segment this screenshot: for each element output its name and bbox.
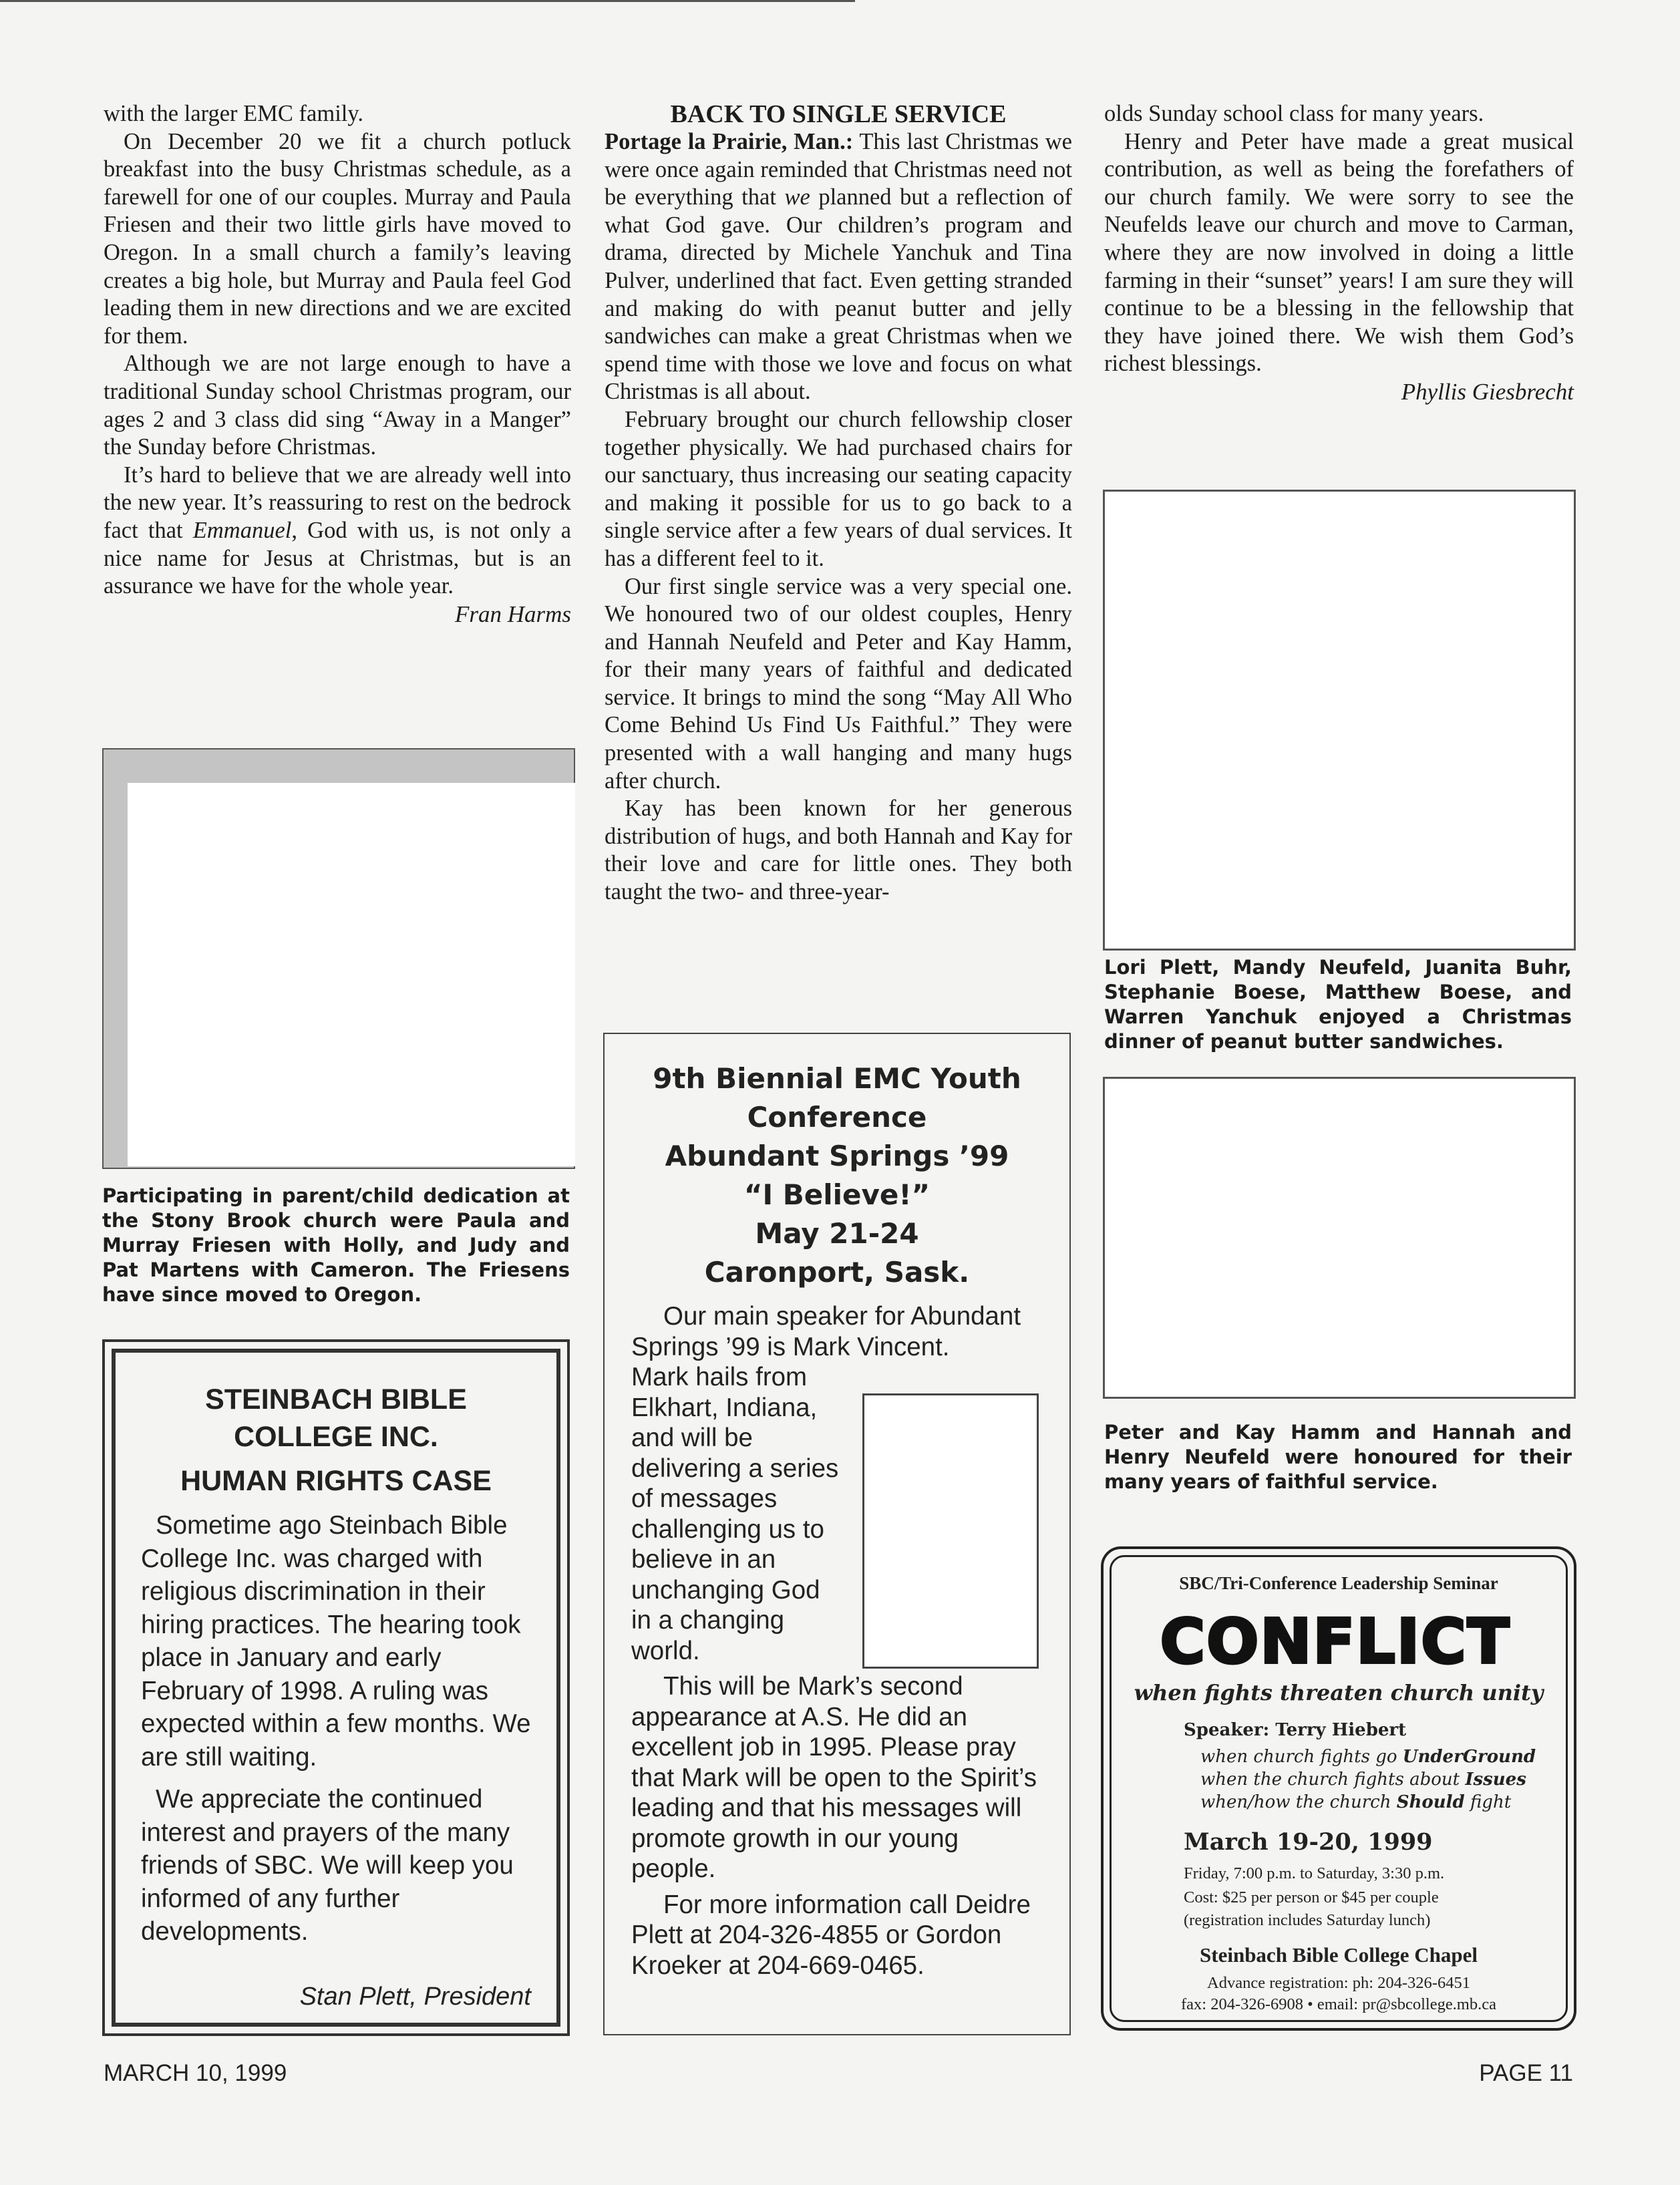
heading-line: Abundant Springs ’99 — [665, 1140, 1009, 1172]
emphasis: Issues — [1465, 1770, 1526, 1790]
notice-paragraph: We appreciate the continued interest and prayers of the many friends of SBC. We will keep you informed of any further developments. — [141, 1785, 514, 1946]
heading-line: May 21-24 — [755, 1217, 919, 1250]
text-run: It’s hard to believe that we are already well into the new year. It’s reassuring to rest on the bedrock fact that — [104, 462, 571, 543]
paragraph — [104, 462, 571, 601]
top-rule — [0, 0, 855, 2]
seminar-speaker: Speaker: Terry Hiebert — [1184, 1720, 1407, 1740]
heading-line: Conference — [747, 1101, 927, 1134]
paragraph: This will be Mark’s second appearance at A.S. He did an excellent job in 1995. Please pray that Mark will be open to the Spirit’s leading and that his messages will promote growth in our young people. — [631, 1672, 1037, 1883]
column-middle — [605, 100, 1072, 906]
author-signoff: Phyllis Giesbrecht — [1401, 378, 1574, 405]
paragraph — [605, 128, 1072, 406]
seminar-topic — [1200, 1747, 1536, 1767]
notice-title: COLLEGE INC. — [234, 1421, 438, 1453]
notice-title: STEINBACH BIBLE — [205, 1383, 467, 1415]
article-headline: BACK TO SINGLE SERVICE — [670, 100, 1007, 128]
seminar-contact: fax: 204-326-6908 • email: pr@sbcollege.mb.ca — [1180, 1995, 1496, 2013]
emphasis: we — [784, 184, 810, 210]
paragraph: On December 20 we fit a church potluck breakfast into the busy Christmas schedule, as a farewell for one of our couples. Murray and Paula Friesen and their two little girls have moved to Oregon. In a small church a family’s leaving creates a big hole, but Murray and Paula feel God leading them in new directions and we are excited for them. — [104, 128, 571, 349]
seminar-cost: Cost: $25 per person or $45 per couple — [1184, 1888, 1439, 1906]
seminar-title: SBC/Tri-Conference Leadership Seminar — [1179, 1573, 1498, 1593]
text-run: when church fights go — [1200, 1747, 1403, 1767]
wrap-line: and will be — [631, 1423, 753, 1452]
heading-line: Caronport, Sask. — [704, 1256, 970, 1289]
emphasis: Emmanuel — [192, 517, 292, 543]
emphasis: UnderGround — [1402, 1747, 1536, 1767]
seminar-time: Friday, 7:00 p.m. to Saturday, 3:30 p.m. — [1184, 1864, 1445, 1882]
photo-honoured-couples — [1103, 1077, 1576, 1399]
notice-paragraph: Sometime ago Steinbach Bible College Inc. was charged with religious discrimination in their hiring practices. The hearing took place in January and early February of 1998. A ruling was expected within a few months. We are still waiting. — [141, 1511, 531, 1772]
text-run: , God with us, is not only a nice name for Jesus at Christmas, but is an assurance we have for the whole year. — [104, 517, 572, 599]
dateline: Portage la Prairie, Man.: — [605, 129, 854, 154]
column-left — [104, 100, 571, 629]
sbc-notice-box — [102, 1339, 570, 2036]
paragraph: Our first single service was a very special one. We honoured two of our oldest couples, Henry and Hannah Neufeld and Peter and Kay Hamm, for their many years of faithful and dedicated service. It brings to mind the song “May All Who Come Behind Us Find Us Faithful.” They were presented with a wall hanging and many hugs after church. — [605, 573, 1072, 794]
conflict-logo — [1144, 1608, 1528, 1679]
heading-line: 9th Biennial EMC Youth — [653, 1062, 1021, 1095]
paragraph: with the larger EMC family. — [104, 101, 364, 126]
footer-page-number: PAGE 11 — [1479, 2060, 1573, 2086]
photo-caption: Peter and Kay Hamm and Hannah and Henry Neufeld were honoured for their many years of faithful service. — [1104, 1421, 1572, 1493]
photo-placeholder — [128, 783, 575, 1166]
text-run: fight — [1464, 1792, 1512, 1812]
seminar-topic — [1200, 1792, 1511, 1812]
paragraph: Henry and Peter have made a great musical contribution, as well as being the forefathers of our church family. We were sorry to see the Neufelds leave our church and move to Carman, where they are now involved in doing a little farming in their “sunset” years! I am sure they will continue to be a blessing in the fellowship that they have joined there. We wish them God’s richest blessings. — [1104, 128, 1574, 377]
photo-caption: Lori Plett, Mandy Neufeld, Juanita Buhr, Stephanie Boese, Matthew Boese, and Warren Yanchuk enjoyed a Christmas dinner of peanut butter sandwiches. — [1104, 956, 1572, 1053]
photo-dedication — [102, 748, 575, 1169]
photo-caption: Participating in parent/child dedication at the Stony Brook church were Paula and Murray Friesen with Holly, and Judy and Pat Martens with Cameron. The Friesens have since moved to Oregon. — [102, 1184, 570, 1306]
wrap-line: believe in an — [631, 1545, 776, 1574]
conference-heading — [605, 1034, 1069, 1292]
photo-christmas-dinner — [1103, 490, 1576, 951]
wrap-line: world. — [631, 1636, 700, 1665]
paragraph: February brought our church fellowship closer together physically. We had purchased chairs for our sanctuary, thus increasing our seating capacity and making it possible for us to go back to a single service after a few years of dual services. It has a different feel to it. — [605, 406, 1072, 571]
youth-conference-box — [603, 1033, 1071, 2035]
emphasis: Should — [1396, 1792, 1465, 1812]
paragraph: Kay has been known for her generous distribution of hugs, and both Hannah and Kay for their love and care for little ones. They both taught the two- and three-year- — [605, 796, 1072, 905]
conflict-logo-text: CONFLICT — [1160, 1608, 1511, 1677]
seminar-cost-note: (registration includes Saturday lunch) — [1184, 1911, 1431, 1929]
seminar-tagline: when fights threaten church unity — [1134, 1680, 1544, 1705]
footer-date: MARCH 10, 1999 — [104, 2060, 287, 2086]
notice-subtitle: HUMAN RIGHTS CASE — [180, 1465, 492, 1497]
seminar-contact: Advance registration: ph: 204-326-6451 — [1207, 1974, 1470, 1992]
heading-line: “I Believe!” — [743, 1178, 931, 1211]
author-signoff: Fran Harms — [454, 601, 571, 627]
wrap-line: Mark hails from — [631, 1363, 808, 1391]
seminar-date: March 19-20, 1999 — [1184, 1828, 1433, 1856]
seminar-box — [1101, 1546, 1576, 2031]
paragraph: olds Sunday school class for many years. — [1104, 101, 1484, 126]
sbc-notice-inner — [112, 1349, 560, 2027]
wrap-line: of messages — [631, 1484, 778, 1513]
text-run: when/how the church — [1200, 1792, 1397, 1812]
wrap-line: Elkhart, Indiana, — [631, 1393, 818, 1422]
wrap-line: in a changing — [631, 1606, 785, 1635]
notice-signoff: Stan Plett, President — [299, 1982, 531, 2011]
paragraph: Our main speaker for Abundant Springs ’99 is Mark Vincent. — [631, 1302, 1021, 1361]
seminar-topic — [1200, 1770, 1526, 1790]
speaker-photo — [862, 1393, 1039, 1669]
text-run: planned but a reflection of what God gave. Our children’s program and drama, directed by Michele Yanchuk and Tina Pulver, underlined that fact. Even getting stranded and making do with peanut butter and jelly sandwiches can make a great Christmas when we spend time with those we love and focus on what Christmas is all about. — [605, 184, 1072, 405]
wrap-line: challenging us to — [631, 1514, 824, 1544]
column-right — [1104, 100, 1574, 406]
paragraph: For more information call Deidre Plett at 204-326-4855 or Gordon Kroeker at 204-669-0465. — [631, 1890, 1031, 1980]
text-run: This last Christmas we were once again reminded that Christmas need not be everything that — [605, 129, 1072, 210]
seminar-venue: Steinbach Bible College Chapel — [1200, 1943, 1478, 1967]
wrap-line: unchanging God — [631, 1575, 820, 1605]
text-run: when the church fights about — [1200, 1770, 1466, 1790]
wrap-line: delivering a series — [631, 1454, 839, 1483]
paragraph: Although we are not large enough to have a traditional Sunday school Christmas program, our ages 2 and 3 class did sing “Away in a Manger” the Sunday before Christmas. — [104, 351, 571, 460]
